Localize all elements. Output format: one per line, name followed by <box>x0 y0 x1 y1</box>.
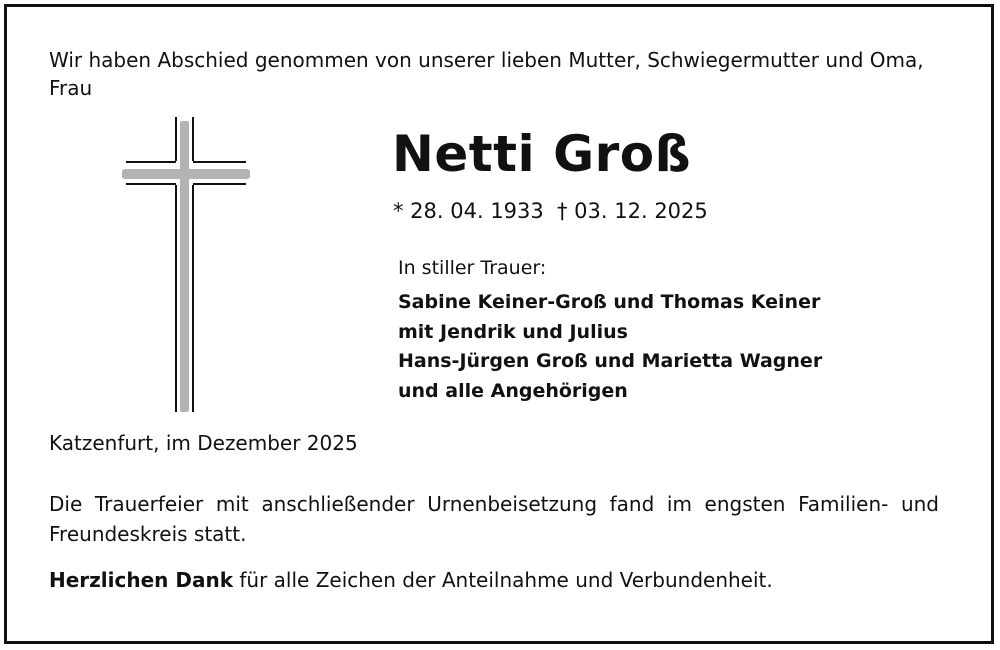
mourners-list <box>398 288 822 406</box>
mourning-label: In stiller Trauer: <box>398 257 547 279</box>
thanks-rest: für alle Zeichen der Anteilnahme und Verbundenheit. <box>233 568 773 592</box>
cross-icon <box>118 113 254 418</box>
place-date: Katzenfurt, im Dezember 2025 <box>49 431 358 455</box>
ceremony-text: Die Trauerfeier mit anschließender Urnenbeisetzung fand im engsten Familien- und Freundeskreis statt. <box>49 492 939 546</box>
mourner-line: und alle Angehörigen <box>398 379 628 402</box>
thanks-bold: Herzlichen Dank <box>49 568 234 592</box>
intro-text: Wir haben Abschied genommen von unserer lieben Mutter, Schwiegermutter und Oma, Frau <box>49 48 924 100</box>
death-date: † 03. 12. 2025 <box>557 199 708 223</box>
mourner-line: mit Jendrik und Julius <box>398 320 628 343</box>
mourner-line: Hans-Jürgen Groß und Marietta Wagner <box>398 350 823 372</box>
mourner-line: Sabine Keiner-Groß und Thomas Keiner <box>398 291 821 313</box>
thanks-text <box>49 565 773 595</box>
birth-date: * 28. 04. 1933 <box>393 199 544 223</box>
deceased-name: Netti Groß <box>392 125 692 183</box>
